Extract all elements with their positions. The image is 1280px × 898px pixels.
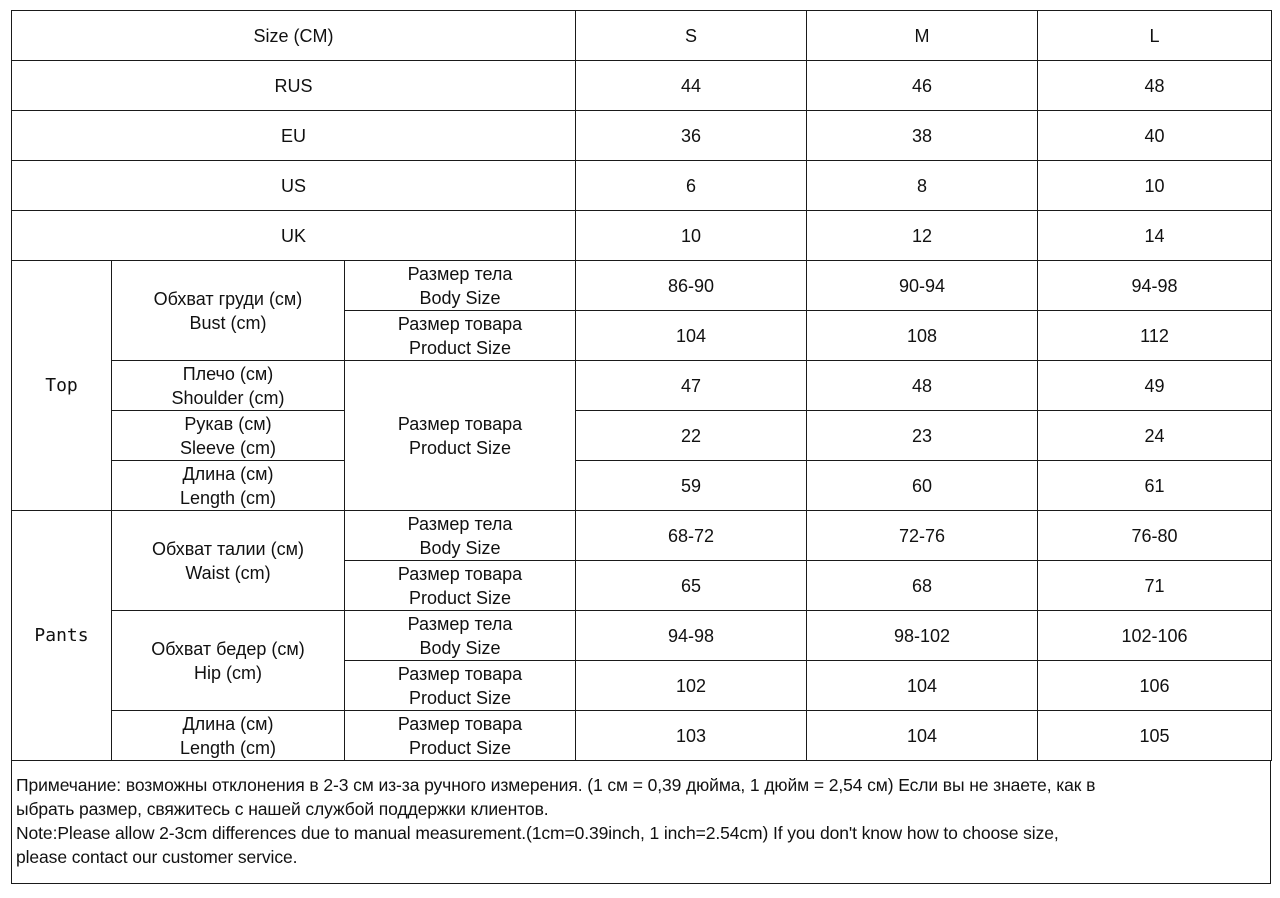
type-label-en: Body Size <box>419 637 501 658</box>
us-row <box>12 161 1272 211</box>
top-sleeve-row <box>12 411 1272 461</box>
measure-label-ru: Обхват бедер (см) <box>151 638 305 659</box>
value-cell: 12 <box>807 211 1038 261</box>
measure-label-waist <box>112 511 345 611</box>
type-label-product <box>345 661 576 711</box>
measure-label-hip <box>112 611 345 711</box>
value-cell: 94-98 <box>576 611 807 661</box>
pants-length-row <box>12 711 1272 761</box>
type-label-ru: Размер тела <box>407 613 513 634</box>
value-cell: 104 <box>807 711 1038 761</box>
value-cell: 76-80 <box>1038 511 1272 561</box>
type-label-product <box>345 311 576 361</box>
value-cell: 103 <box>576 711 807 761</box>
value-cell: 71 <box>1038 561 1272 611</box>
value-cell: 24 <box>1038 411 1272 461</box>
value-cell: 98-102 <box>807 611 1038 661</box>
value-cell: 38 <box>807 111 1038 161</box>
value-cell: 46 <box>807 61 1038 111</box>
type-label-body <box>345 261 576 311</box>
region-label: UK <box>12 211 576 261</box>
value-cell: 49 <box>1038 361 1272 411</box>
type-label-product <box>345 561 576 611</box>
measure-label-length <box>112 711 345 761</box>
type-label-en: Product Size <box>408 437 512 458</box>
value-cell: 6 <box>576 161 807 211</box>
rus-row <box>12 61 1272 111</box>
value-cell: 108 <box>807 311 1038 361</box>
type-label-en: Body Size <box>419 287 501 308</box>
value-cell: 68-72 <box>576 511 807 561</box>
type-label-product <box>345 711 576 761</box>
type-label-ru: Размер товара <box>397 563 523 584</box>
value-cell: 59 <box>576 461 807 511</box>
type-label-ru: Размер товара <box>397 663 523 684</box>
note-en-line-1: Note:Please allow 2-3cm differences due to manual measurement.(1cm=0.39inch, 1 inch=2.54cm) If you don't know how to choose size, <box>16 823 1059 843</box>
measure-label-ru: Обхват груди (см) <box>153 288 303 309</box>
region-label: RUS <box>12 61 576 111</box>
type-label-body <box>345 511 576 561</box>
measure-label-en: Waist (cm) <box>185 562 271 583</box>
value-cell: 94-98 <box>1038 261 1272 311</box>
measure-label-en: Hip (cm) <box>194 662 262 683</box>
size-chart <box>11 10 1271 884</box>
type-label-en: Body Size <box>419 537 501 558</box>
value-cell: 10 <box>576 211 807 261</box>
type-label-product <box>345 361 576 511</box>
type-label-ru: Размер тела <box>407 263 513 284</box>
measure-label-sleeve <box>112 411 345 461</box>
value-cell: 105 <box>1038 711 1272 761</box>
value-cell: 106 <box>1038 661 1272 711</box>
top-shoulder-row <box>12 361 1272 411</box>
value-cell: 90-94 <box>807 261 1038 311</box>
size-header-label: Size (CM) <box>12 11 576 61</box>
measure-label-ru: Плечо (см) <box>182 363 274 384</box>
note-ru-line-1: Примечание: возможны отклонения в 2-3 см из-за ручного измерения. (1 см = 0,39 дюйма, 1 дюйм = 2,54 см) Если вы не знаете, как в <box>16 775 1096 795</box>
measure-label-ru: Длина (см) <box>182 713 274 734</box>
region-label: EU <box>12 111 576 161</box>
size-header-l: L <box>1038 11 1272 61</box>
size-table <box>11 10 1272 761</box>
type-label-en: Product Size <box>408 587 512 608</box>
value-cell: 44 <box>576 61 807 111</box>
measure-label-bust <box>112 261 345 361</box>
value-cell: 72-76 <box>807 511 1038 561</box>
measure-label-ru: Длина (см) <box>182 463 274 484</box>
pants-hip-body-row <box>12 611 1272 661</box>
type-label-en: Product Size <box>408 737 512 758</box>
value-cell: 36 <box>576 111 807 161</box>
value-cell: 22 <box>576 411 807 461</box>
group-label-top: Top <box>12 261 112 511</box>
measure-label-en: Shoulder (cm) <box>171 387 285 408</box>
measurement-note <box>11 761 1271 884</box>
group-label-pants: Pants <box>12 511 112 761</box>
value-cell: 104 <box>576 311 807 361</box>
top-bust-body-row <box>12 261 1272 311</box>
type-label-body <box>345 611 576 661</box>
eu-row <box>12 111 1272 161</box>
value-cell: 61 <box>1038 461 1272 511</box>
uk-row <box>12 211 1272 261</box>
type-label-en: Product Size <box>408 687 512 708</box>
value-cell: 14 <box>1038 211 1272 261</box>
note-en-line-2: please contact our customer service. <box>16 847 298 867</box>
value-cell: 47 <box>576 361 807 411</box>
header-row <box>12 11 1272 61</box>
type-label-en: Product Size <box>408 337 512 358</box>
value-cell: 112 <box>1038 311 1272 361</box>
size-header-m: M <box>807 11 1038 61</box>
region-label: US <box>12 161 576 211</box>
value-cell: 60 <box>807 461 1038 511</box>
type-label-ru: Размер товара <box>397 413 523 434</box>
value-cell: 65 <box>576 561 807 611</box>
top-length-row <box>12 461 1272 511</box>
measure-label-length <box>112 461 345 511</box>
measure-label-ru: Рукав (см) <box>184 413 272 434</box>
value-cell: 102 <box>576 661 807 711</box>
measure-label-en: Length (cm) <box>179 737 277 758</box>
value-cell: 10 <box>1038 161 1272 211</box>
size-header-s: S <box>576 11 807 61</box>
measure-label-en: Sleeve (cm) <box>179 437 277 458</box>
type-label-ru: Размер тела <box>407 513 513 534</box>
measure-label-shoulder <box>112 361 345 411</box>
type-label-ru: Размер товара <box>397 713 523 734</box>
value-cell: 23 <box>807 411 1038 461</box>
pants-waist-body-row <box>12 511 1272 561</box>
value-cell: 104 <box>807 661 1038 711</box>
measure-label-en: Bust (cm) <box>189 312 267 333</box>
value-cell: 40 <box>1038 111 1272 161</box>
value-cell: 48 <box>1038 61 1272 111</box>
value-cell: 8 <box>807 161 1038 211</box>
measure-label-en: Length (cm) <box>179 487 277 508</box>
note-ru-line-2: ыбрать размер, свяжитесь с нашей службой поддержки клиентов. <box>16 799 549 819</box>
value-cell: 48 <box>807 361 1038 411</box>
measure-label-ru: Обхват талии (см) <box>152 538 304 559</box>
value-cell: 102-106 <box>1038 611 1272 661</box>
value-cell: 68 <box>807 561 1038 611</box>
value-cell: 86-90 <box>576 261 807 311</box>
type-label-ru: Размер товара <box>397 313 523 334</box>
